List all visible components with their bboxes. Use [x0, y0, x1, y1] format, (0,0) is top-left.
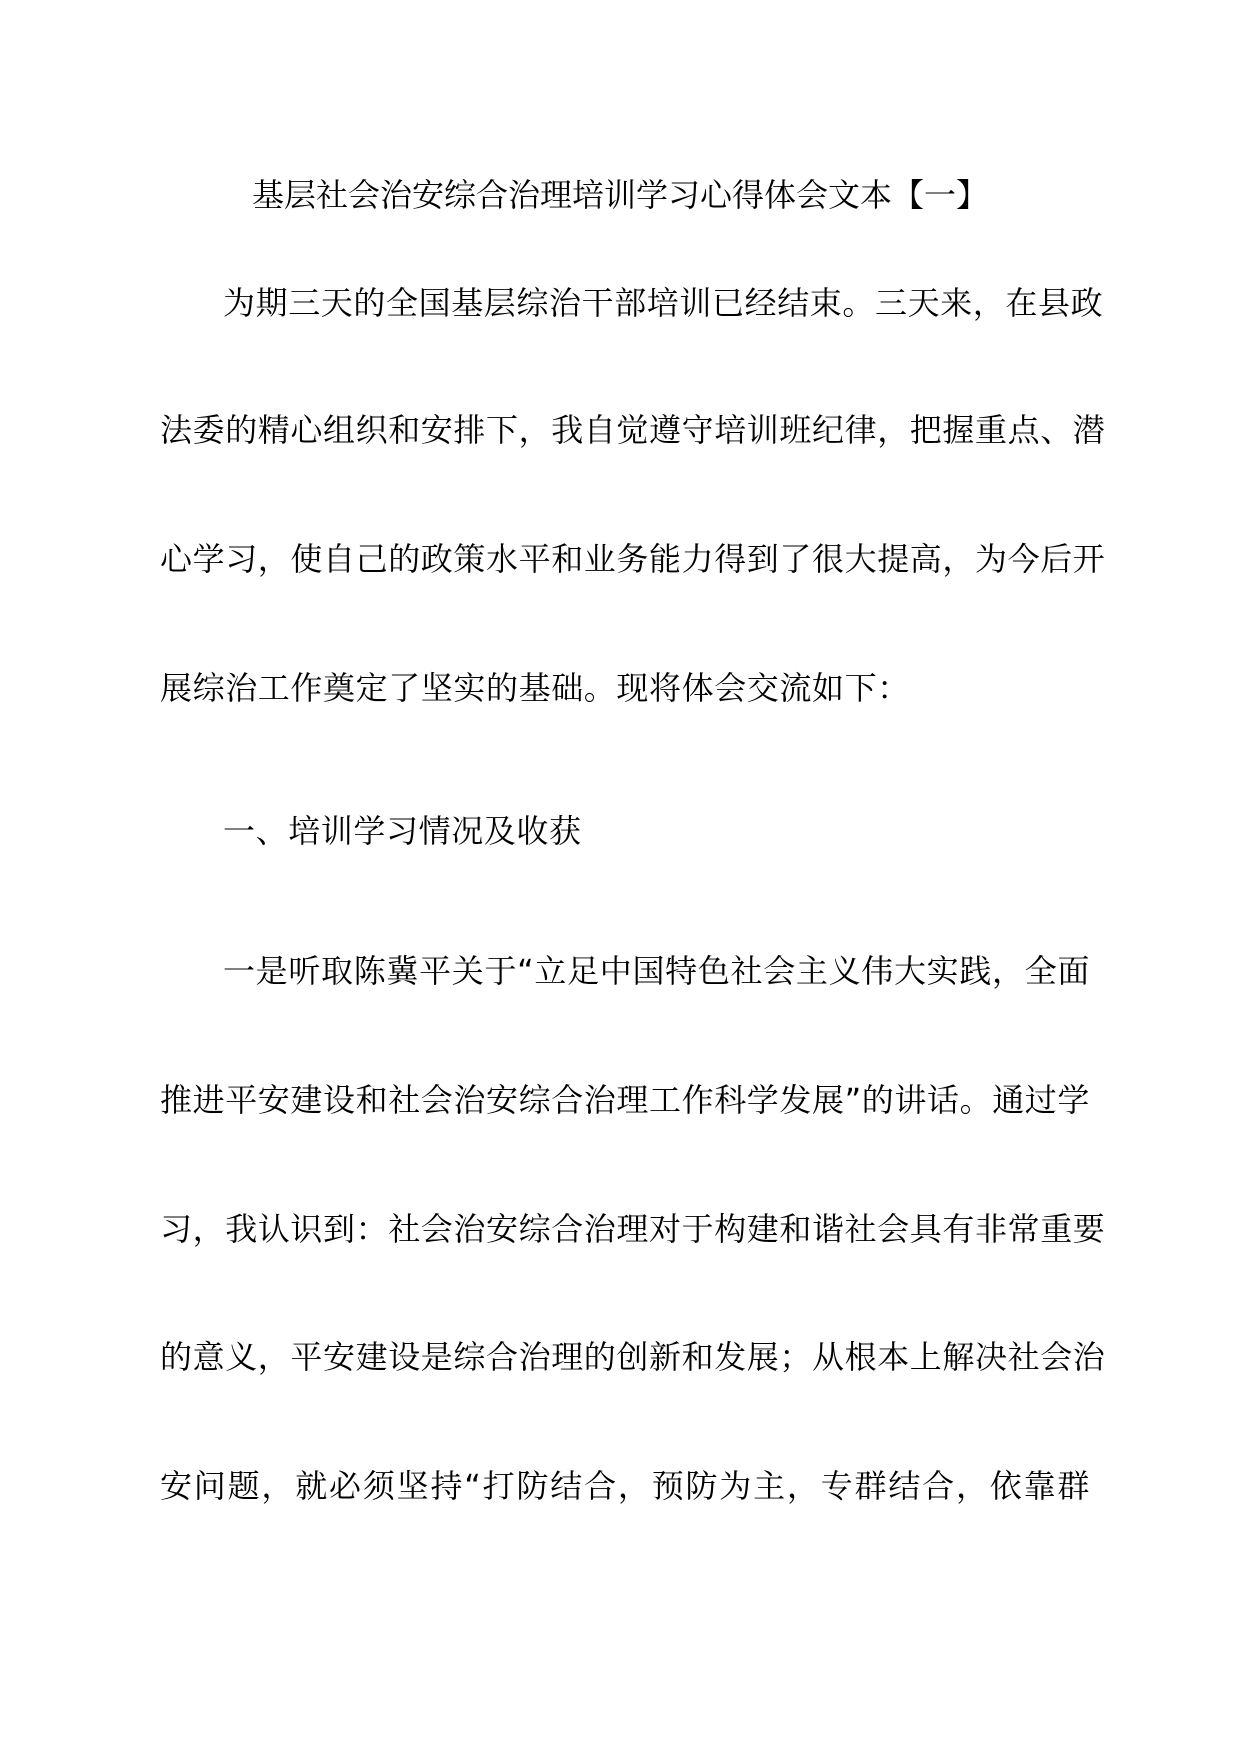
- paragraph-line: 法委的精心组织和安排下，我自觉遵守培训班纪律，把握重点、潜: [160, 411, 1106, 449]
- paragraph-line: 安问题，就必须坚持“打防结合，预防为主，专群结合，依靠群: [160, 1467, 1090, 1505]
- paragraph-line: 一是听取陈冀平关于“立足中国特色社会主义伟大实践，全面: [223, 952, 1090, 990]
- paragraph-line: 展综治工作奠定了坚实的基础。现将体会交流如下：: [160, 669, 910, 707]
- paragraph-line: 的意义，平安建设是综合治理的创新和发展；从根本上解决社会治: [160, 1338, 1106, 1376]
- paragraph-line: 推进平安建设和社会治安综合治理工作科学发展”的讲话。通过学: [160, 1081, 1090, 1119]
- paragraph-line: 为期三天的全国基层综治干部培训已经结束。三天来，在县政: [223, 284, 1104, 322]
- paragraph-line: 心学习，使自己的政策水平和业务能力得到了很大提高，为今后开: [160, 540, 1106, 578]
- document-title: 基层社会治安综合治理培训学习心得体会文本【一】: [251, 176, 988, 214]
- section-heading: 一、培训学习情况及收获: [223, 812, 582, 850]
- paragraph-line: 习，我认识到：社会治安综合治理对于构建和谐社会具有非常重要: [160, 1210, 1106, 1248]
